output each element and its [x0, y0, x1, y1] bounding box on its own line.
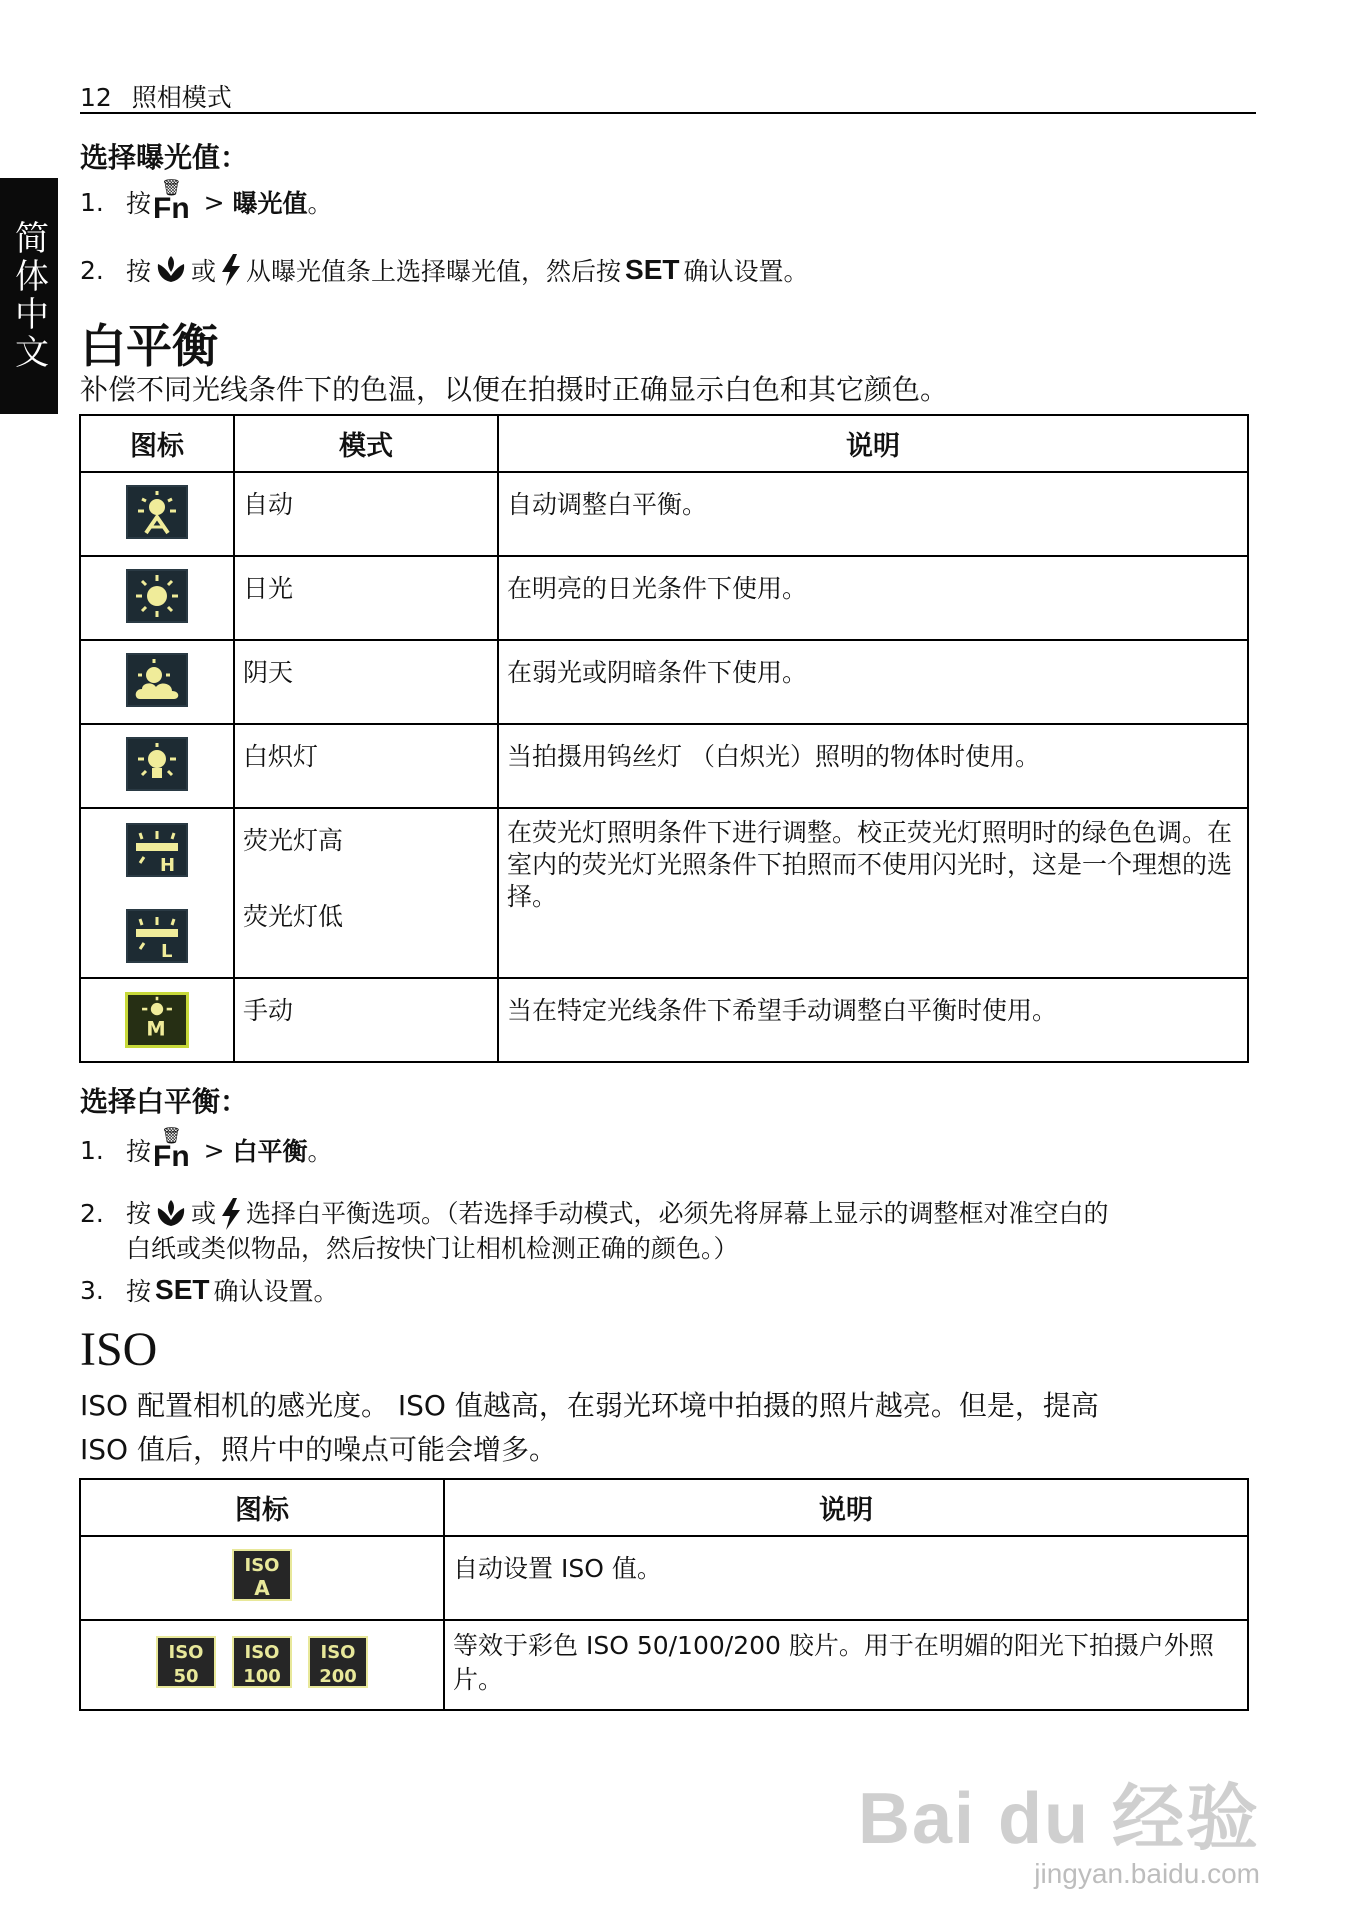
iso-table: [79, 1478, 1249, 1711]
watermark-logo: Bai du 经验: [857, 1779, 1260, 1859]
iso-value: 50: [173, 1666, 199, 1687]
wb-fluorescent-high-icon: [126, 823, 188, 877]
watermark-url: jingyan.baidu.com: [1034, 1858, 1260, 1889]
step-text: 从曝光值条上选择曝光值，然后按: [246, 257, 622, 286]
iso-heading: ISO: [80, 1323, 158, 1376]
iso-100-icon: [232, 1636, 292, 1688]
step-press: 按: [126, 1137, 152, 1166]
wb-desc: 自动调整白平衡。: [498, 472, 1248, 556]
step-end: 确认设置。: [213, 1277, 339, 1306]
step-or: 或: [191, 1199, 217, 1228]
step-arrow: >: [195, 187, 233, 217]
table-row: [80, 472, 1248, 556]
wb-select-title: 选择白平衡：: [80, 1085, 249, 1118]
wb-table-header: [80, 415, 1248, 472]
iso-200-icon: [308, 1636, 368, 1688]
step-number: 1.: [80, 1135, 104, 1165]
step-number: 3.: [80, 1275, 104, 1305]
wb-desc: 在弱光或阴暗条件下使用。: [498, 640, 1248, 724]
step-press: 按: [126, 1199, 152, 1228]
iso-desc: 自动设置 ISO 值。: [444, 1536, 1248, 1620]
col-header-mode: 模式: [234, 415, 498, 472]
iso-50-icon: [156, 1636, 216, 1688]
col-header-desc: 说明: [498, 415, 1248, 472]
macro-flower-icon: [153, 1196, 189, 1232]
exposure-step-1: [80, 180, 333, 224]
step-text: 选择白平衡选项。（若选择手动模式，必须先将屏幕上显示的调整框对准空白的: [246, 1199, 1109, 1228]
step-press: 按: [126, 189, 152, 218]
iso-auto-icon: [232, 1549, 292, 1601]
wb-daylight-icon: [126, 569, 188, 623]
wb-intro: 补偿不同光线条件下的色温，以便在拍摄时正确显示白色和其它颜色。: [80, 373, 949, 406]
wb-step-3: [80, 1272, 339, 1308]
step-number: 1.: [80, 187, 104, 217]
fn-button-icon: 🗑 Fn: [153, 1126, 190, 1173]
iso-auto-label: ISO: [244, 1555, 280, 1576]
wb-manual-icon: [125, 992, 189, 1048]
wb-auto-icon: [126, 485, 188, 539]
table-row: [80, 556, 1248, 640]
svg-text:ISO: ISO: [244, 1642, 280, 1663]
flash-icon: [218, 252, 244, 288]
flash-icon: [218, 1196, 244, 1232]
step-text-cont: 白纸或类似物品，然后按快门让相机检测正确的颜色。）: [126, 1234, 739, 1263]
step-press: 按: [126, 1277, 152, 1306]
wb-table: [79, 414, 1249, 1063]
table-row: [80, 1536, 1248, 1620]
trash-icon: 🗑: [161, 178, 182, 197]
step-number: 2.: [80, 1199, 104, 1228]
wb-mode: 阴天: [234, 640, 498, 724]
svg-text:ISO: ISO: [168, 1642, 204, 1663]
wb-mode: 自动: [234, 472, 498, 556]
step-end: 。: [307, 1137, 333, 1166]
table-row: [80, 640, 1248, 724]
iso-intro-line-2: ISO 值后，照片中的噪点可能会增多。: [80, 1433, 557, 1466]
table-row: [80, 978, 1248, 1062]
set-button-label: SET: [155, 1274, 210, 1305]
svg-text:L: L: [161, 941, 173, 961]
header-rule: [80, 112, 1256, 114]
wb-mode: 白炽灯: [234, 724, 498, 808]
wb-heading: 白平衡: [80, 319, 218, 373]
col-header-icon: 图标: [80, 415, 234, 472]
col-header-desc: 说明: [444, 1479, 1248, 1536]
fn-button-icon: 🗑 Fn: [153, 178, 190, 225]
iso-value: 200: [319, 1666, 357, 1687]
trash-icon: 🗑: [161, 1126, 182, 1145]
set-button-label: SET: [625, 254, 680, 285]
svg-text:H: H: [160, 855, 176, 875]
step-number: 2.: [80, 255, 104, 285]
table-row: [80, 1620, 1248, 1710]
step-end: 。: [307, 189, 333, 218]
step-target: 白平衡: [232, 1137, 308, 1166]
wb-fluorescent-low-icon: [126, 909, 188, 963]
wb-cloudy-icon: [126, 653, 188, 707]
page-number: 12: [80, 83, 112, 112]
svg-text:ISO: ISO: [320, 1642, 356, 1663]
exposure-step-2: [80, 252, 809, 288]
step-arrow: >: [195, 1135, 233, 1165]
wb-mode: 荧光灯高: [243, 826, 344, 855]
wb-tungsten-icon: [126, 737, 188, 791]
wb-mode: 日光: [234, 556, 498, 640]
step-end: 确认设置。: [683, 257, 809, 286]
iso-value: 100: [243, 1666, 281, 1687]
iso-desc: 等效于彩色 ISO 50/100/200 胶片。用于在明媚的阳光下拍摄户外照片。: [444, 1620, 1248, 1710]
wb-desc: 当在特定光线条件下希望手动调整白平衡时使用。: [498, 978, 1248, 1062]
svg-text:M: M: [146, 1017, 166, 1039]
iso-auto-sub: A: [254, 1576, 270, 1600]
wb-mode: 手动: [234, 978, 498, 1062]
table-row: [80, 724, 1248, 808]
step-or: 或: [191, 257, 217, 286]
wb-mode-2: 荧光灯低: [243, 902, 344, 931]
baidu-watermark: [858, 1760, 1260, 1890]
page-header: [80, 78, 232, 114]
macro-flower-icon: [153, 252, 189, 288]
section-title: 照相模式: [131, 83, 232, 112]
iso-intro-line-1: ISO 配置相机的感光度。 ISO 值越高，在弱光环境中拍摄的照片越亮。但是，提高: [80, 1389, 1099, 1422]
wb-desc: 在荧光灯照明条件下进行调整。校正荧光灯照明时的绿色色调。在室内的荧光灯光照条件下拍照而不使用闪光时，这是一个理想的选择。: [498, 808, 1248, 978]
iso-table-header: [80, 1479, 1248, 1536]
exposure-select-title: 选择曝光值：: [80, 141, 249, 174]
wb-desc: 当拍摄用钨丝灯 （白炽光）照明的物体时使用。: [498, 724, 1248, 808]
step-target: 曝光值: [232, 189, 308, 218]
table-row: [80, 808, 1248, 978]
step-press: 按: [126, 257, 152, 286]
wb-desc: 在明亮的日光条件下使用。: [498, 556, 1248, 640]
language-tab: 简体中文: [0, 178, 58, 414]
col-header-icon: 图标: [80, 1479, 444, 1536]
wb-step-1: [80, 1128, 333, 1172]
wb-step-2: [80, 1196, 1109, 1266]
